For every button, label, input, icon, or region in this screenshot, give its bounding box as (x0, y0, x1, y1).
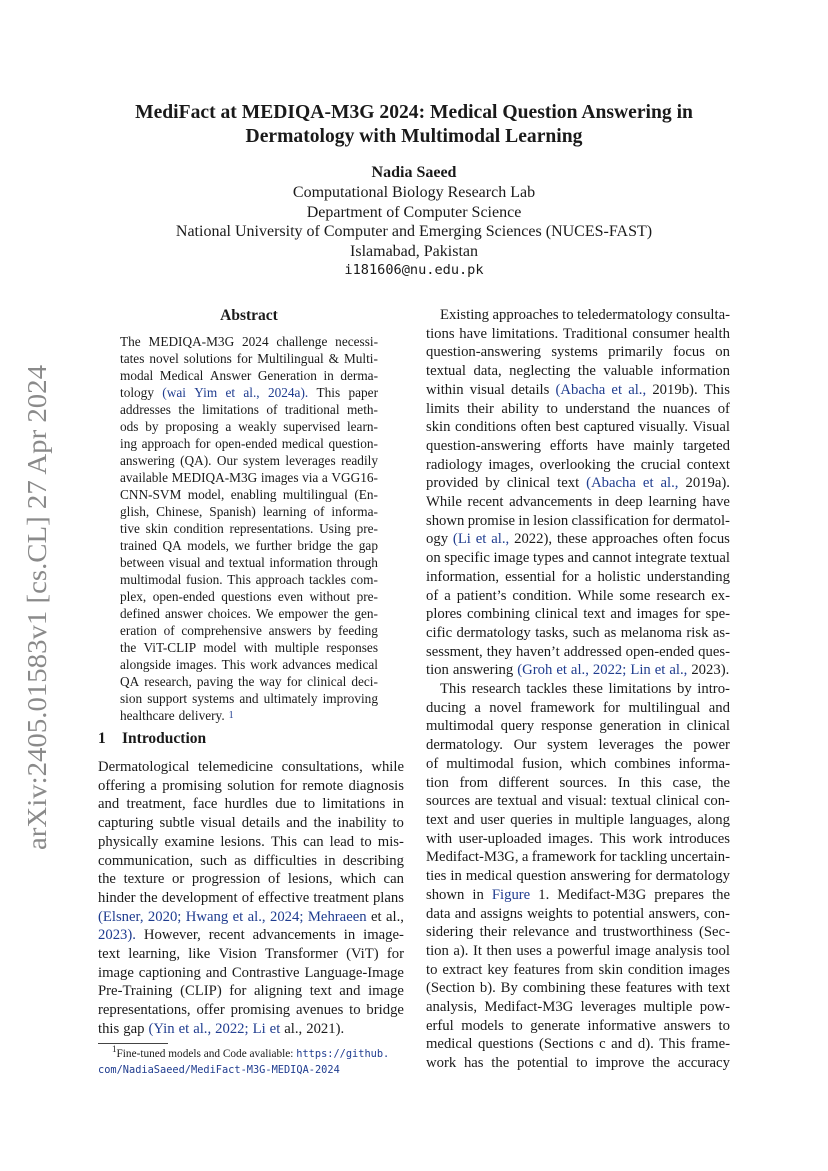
author-name: Nadia Saeed (371, 164, 457, 181)
arxiv-identifier-text: arXiv:2405.01583v1 [cs.CL] 27 Apr 2024 (22, 395, 52, 850)
text-line: between visual and textual information through (120, 555, 378, 570)
text-line: and treatment, face hurdles due to limitations in (98, 796, 404, 813)
text-line: data and assigns weights to potential answers, con- (426, 905, 730, 922)
text-line: available MEDIQA-M3G images via a VGG16- (120, 470, 378, 485)
text-line: to extract key features from skin condition images (426, 961, 730, 978)
affiliation-line: Islamabad, Pakistan (350, 242, 478, 260)
text-line: of multimodal fusion, which combines informa- (426, 755, 730, 772)
paper-title (80, 101, 748, 149)
text-line: within visual details (Abacha et al., 2019b). This (426, 381, 730, 398)
right-column-body (426, 306, 730, 1073)
text-line: on specific image types and cannot integrate textual (426, 550, 730, 567)
paper-title-line: MediFact at MEDIQA-M3G 2024: Medical Question Answering in (135, 102, 693, 123)
text-line: The MEDIQA-M3G 2024 challenge necessi- (120, 334, 378, 349)
footnote-url[interactable]: com/NadiaSaeed/MediFact-M3G-MEDIQA-2024 (98, 1063, 340, 1076)
text-line: (Elsner, 2020; Hwang et al., 2024; Mehraeen et al., (98, 908, 404, 925)
text-line: QA research, paving the way for clinical deci- (120, 674, 378, 689)
text-line: this gap (Yin et al., 2022; Li et al., 2021). (98, 1020, 345, 1037)
text-line: answering (QA). Our system leverages readily (120, 453, 378, 468)
text-line: question-answering systems primarily focus on (426, 344, 730, 361)
text-line: textual data, neglecting the valuable information (426, 363, 730, 380)
text-line: ties in medical question answering for dermatology (426, 868, 730, 885)
text-line: hinder the development of effective treatment plans (98, 889, 404, 906)
text-line: multimodal fusion. This approach tackles com- (120, 572, 378, 587)
text-line: While recent advancements in deep learning have (426, 494, 730, 511)
text-line: physically examine lesions. This can lead to mis- (98, 833, 404, 850)
introduction-body (98, 758, 404, 1039)
text-line: ing approach for open-ended medical question- (120, 436, 378, 451)
section-number: 1 (98, 730, 106, 747)
text-line: text and user queries in multiple languages, along (426, 811, 730, 828)
text-line: addresses the limitations of traditional meth- (120, 402, 378, 417)
text-line: trained QA models, we further bridge the gap (120, 538, 378, 553)
text-line: defined answer choices. We empower the gen- (120, 606, 378, 621)
text-line: sidering their relevance and trustworthiness (Sec- (426, 924, 730, 941)
text-line: tion from different sources. In this case, the (426, 774, 730, 791)
text-line: information, essential for a holistic understanding (426, 568, 730, 585)
text-line: tive skin condition representations. Using pre- (120, 521, 378, 536)
abstract-heading: Abstract (220, 307, 278, 324)
text-line: ods by proposing a weakly supervised learn- (120, 419, 378, 434)
text-line: sessment, they haven’t addressed open-ended ques- (426, 643, 730, 660)
text-line: Existing approaches to teledermatology consulta- (440, 307, 730, 323)
section-title: Introduction (122, 730, 207, 747)
text-line: image captioning and Contrastive Language-Image (98, 964, 404, 981)
text-line: shown in Figure 1. Medifact-M3G prepares the (426, 886, 730, 903)
text-line: 2023). However, recent advancements in image- (98, 927, 404, 944)
text-line: CNN-SVM model, enabling multilingual (En- (120, 487, 378, 502)
text-line: tions have limitations. Traditional consumer health (426, 325, 730, 342)
text-line: analysis, Medifact-M3G leverages multiple pow- (426, 999, 730, 1016)
text-line: the texture or progression of lesions, which can (98, 871, 404, 888)
text-line: radiology images, overlooking the crucial context (426, 456, 730, 473)
text-line: dermatology. Our system leverages the power (426, 737, 730, 754)
text-line: alongside images. This work advances medical (120, 657, 378, 672)
author-block (80, 163, 748, 280)
footnote-rule (98, 1043, 168, 1044)
section-heading (98, 729, 206, 749)
text-line: question-answering efforts have mainly targeted (426, 437, 730, 454)
text-line: skin conditions often best captured visually. Visual (426, 419, 730, 436)
text-line: capturing subtle visual details and the inability to (98, 815, 404, 832)
text-line: (Section b). By combining these features with text (426, 980, 730, 997)
text-line: cific dermatology tasks, such as melanoma risk as- (426, 624, 730, 641)
text-line: representations, offer promising avenues to bridge (98, 1002, 404, 1019)
text-line: multimodal query response generation in clinical (426, 718, 730, 735)
paper-title-line: Dermatology with Multimodal Learning (245, 126, 583, 147)
text-line: tology (wai Yim et al., 2024a). This paper (120, 385, 378, 400)
affiliation-line: National University of Computer and Emerging Sciences (NUCES-FAST) (175, 223, 653, 241)
footnote-text: Fine-tuned models and Code avaliable: (116, 1048, 297, 1060)
author-email[interactable]: i181606@nu.edu.pk (344, 262, 484, 279)
text-line: tion a). It then uses a powerful image analysis tool (426, 942, 730, 959)
text-line: modal Medical Answer Generation in derma- (120, 368, 378, 383)
text-line: limits their ability to understand the nuances of (426, 400, 730, 417)
text-line: shown promise in lesion classification for dermatol- (426, 512, 730, 529)
text-line: provided by clinical text (Abacha et al., 2019a). (426, 475, 730, 492)
text-line: of a patient’s condition. While some research ex- (426, 587, 730, 604)
footnote-url[interactable]: https://github. (296, 1048, 390, 1060)
text-line: glish, Chinese, Spanish) learning of informa- (120, 504, 378, 519)
text-line: Medifact-M3G, a framework for tackling uncertain- (426, 849, 730, 866)
arxiv-identifier (22, 365, 52, 850)
affiliation-line: Department of Computer Science (306, 203, 522, 221)
text-line: ducing a novel framework for multilingual and (426, 699, 730, 716)
abstract-body (120, 333, 378, 724)
text-line: offering a promising solution for remote diagnosis (98, 777, 404, 794)
text-line: communication, such as difficulties in describing (98, 852, 404, 869)
text-line: This research tackles these limitations by intro- (440, 681, 730, 698)
text-line: text learning, like Vision Transformer (ViT) for (98, 946, 404, 963)
text-line: work has the potential to improve the accuracy (426, 1055, 730, 1072)
text-line: the ViT-CLIP model with multiple responses (120, 640, 378, 655)
text-line: ogy (Li et al., 2022), these approaches often focus (426, 531, 730, 548)
text-line: tion answering (Groh et al., 2022; Lin et al., 2023). (426, 662, 730, 679)
text-line: erful models to generate informative answers to (426, 1017, 730, 1034)
text-line: plex, open-ended questions even without pre- (120, 589, 378, 604)
text-line: medical questions (Sections c and d). This frame- (426, 1036, 730, 1053)
text-line: eration of comprehensive answers by feeding (120, 623, 378, 638)
affiliation-line: Computational Biology Research Lab (292, 184, 536, 201)
text-line: healthcare delivery. 1 (120, 708, 234, 723)
text-line: with user-uploaded images. This work introduces (426, 830, 730, 847)
text-line: sion support systems and ultimately improving (120, 691, 378, 706)
text-line: Dermatological telemedicine consultations, while (98, 759, 404, 775)
text-line: sources are textual and visual: textual clinical con- (426, 793, 730, 810)
text-line: Pre-Training (CLIP) for aligning text and image (98, 983, 404, 1000)
text-line: plores combining clinical text and images for spe- (426, 606, 730, 623)
footnote (98, 1044, 408, 1078)
footnote-mark: 1 (112, 1044, 117, 1055)
text-line: tates novel solutions for Multilingual & Multi- (120, 351, 378, 366)
